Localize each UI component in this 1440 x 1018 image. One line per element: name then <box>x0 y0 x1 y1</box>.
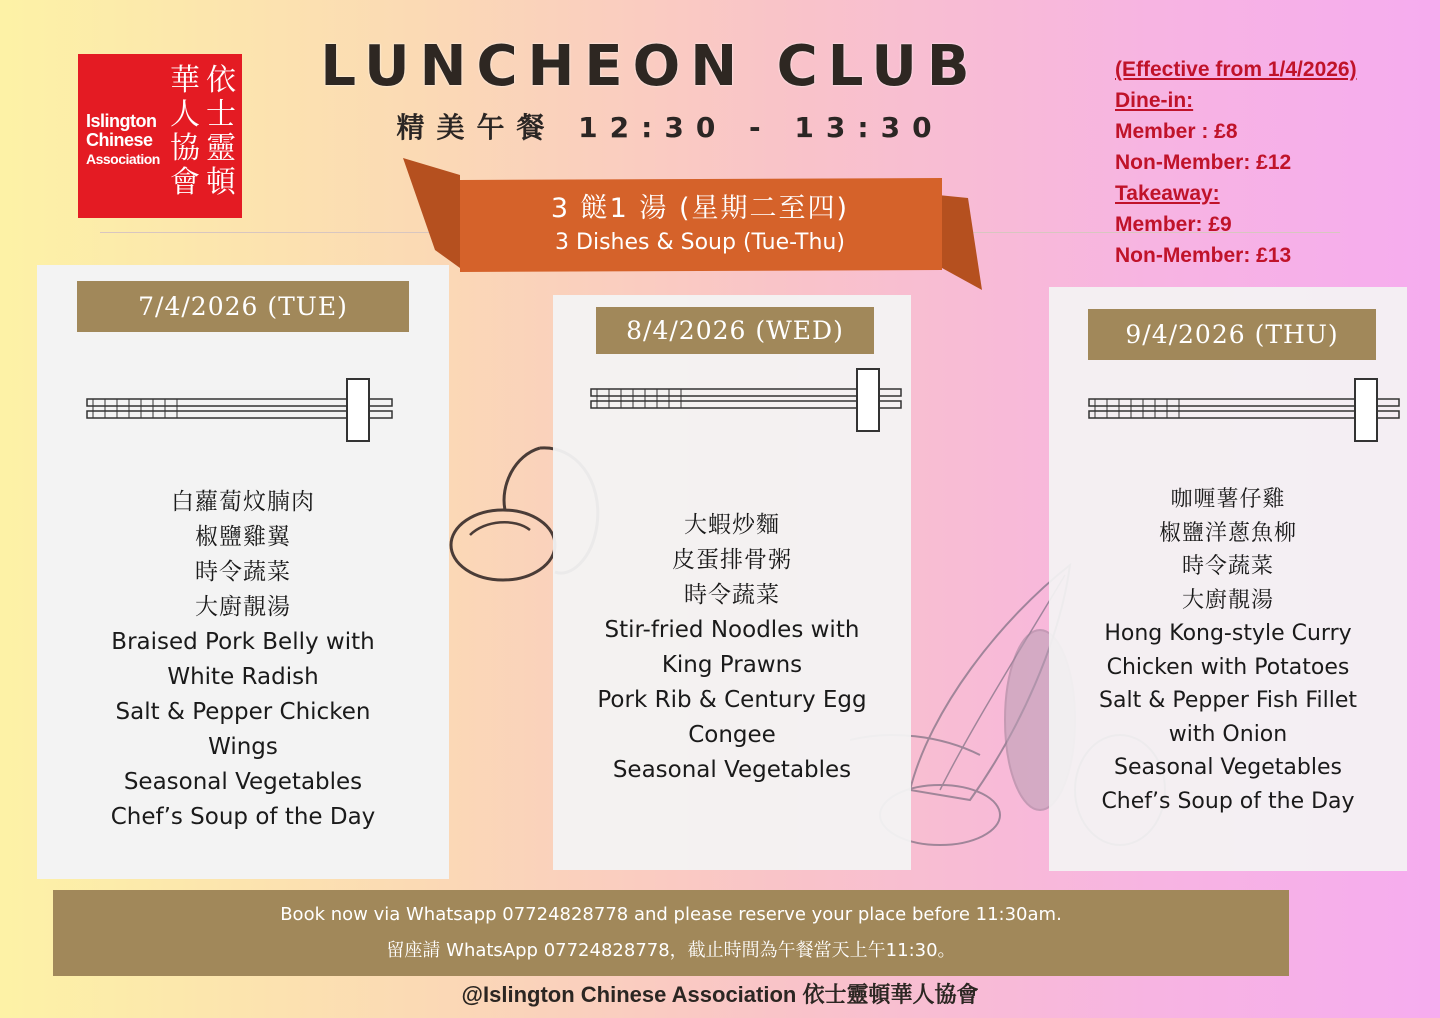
logo-zh-column: 華 人 協 會 <box>170 63 200 200</box>
menu-item-en: Seasonal Vegetables <box>123 769 363 795</box>
day-card-date: 8/4/2026 (WED) <box>596 307 874 354</box>
menu-list-wed <box>553 508 911 788</box>
menu-item-en: Chicken with Potatoes <box>1106 654 1350 680</box>
logo-chinese-text <box>168 64 238 200</box>
menu-item-en: King Prawns <box>661 652 803 678</box>
menu-item-en: Wings <box>208 734 278 760</box>
logo-zh-column: 依 士 靈 頓 <box>206 63 236 200</box>
social-handle: @Islington Chinese Association 依士靈頓華人協會 <box>461 982 979 1007</box>
menu-item-en: Stir-fried Noodles with <box>604 617 860 643</box>
chopsticks-icon <box>85 377 395 443</box>
logo-en-line: Islington <box>86 111 157 131</box>
pricing-block <box>1115 54 1357 271</box>
menu-item-zh: 大廚靚湯 <box>1181 587 1274 613</box>
menu-list-thu <box>1049 483 1407 818</box>
association-logo <box>78 54 242 218</box>
menu-item-en: Salt & Pepper Chicken <box>115 699 371 725</box>
dine-in-label: Dine-in: <box>1115 89 1194 112</box>
menu-item-zh: 椒鹽洋蔥魚柳 <box>1158 520 1297 546</box>
menu-item-en: Hong Kong-style Curry <box>1104 621 1352 646</box>
menu-item-en: Seasonal Vegetables <box>1114 755 1342 780</box>
menu-item-en: Braised Pork Belly with <box>111 629 375 655</box>
menu-item-zh: 大廚靚湯 <box>195 594 291 620</box>
ribbon-chinese: 3 餸1 湯 (星期二至四) <box>550 193 850 224</box>
menu-item-en: Seasonal Vegetables <box>612 757 852 783</box>
chopsticks-icon <box>1087 377 1402 443</box>
menu-item-zh: 時令蔬菜 <box>684 582 780 608</box>
logo-en-line: Association <box>86 151 160 167</box>
day-card-tue <box>37 265 449 879</box>
effective-date: (Effective from 1/4/2026) <box>1115 58 1357 81</box>
menu-item-en: Chef’s Soup of the Day <box>1101 788 1355 814</box>
booking-info-english: Book now via Whatsapp 07724828778 and please reserve your place before 11:30am. <box>280 904 1062 925</box>
dine-in-non-member-price: Non-Member: £12 <box>1115 151 1292 174</box>
takeaway-non-member-price: Non-Member: £13 <box>1115 244 1292 267</box>
menu-list-tue <box>37 485 449 835</box>
ribbon-english: 3 Dishes & Soup (Tue-Thu) <box>555 230 845 255</box>
takeaway-label: Takeaway: <box>1115 182 1220 205</box>
menu-item-zh: 椒鹽雞翼 <box>195 524 291 550</box>
logo-en-line: Chinese <box>86 130 153 150</box>
menu-item-en: with Onion <box>1168 721 1288 747</box>
logo-english-text <box>86 112 160 169</box>
menu-item-en: Congee <box>688 722 776 748</box>
menu-item-zh: 大蝦炒麵 <box>684 512 780 538</box>
lunch-time-subtitle: 精美午餐 12:30 - 13:30 <box>396 111 944 144</box>
booking-footer <box>53 890 1289 976</box>
menu-item-zh: 白蘿蔔炆腩肉 <box>171 489 315 515</box>
takeaway-member-price: Member: £9 <box>1115 213 1232 236</box>
day-card-thu <box>1049 287 1407 871</box>
ribbon-text <box>460 190 940 258</box>
menu-item-zh: 時令蔬菜 <box>195 559 291 585</box>
menu-item-zh: 咖喱薯仔雞 <box>1170 487 1286 512</box>
booking-info-chinese: 留座請 WhatsApp 07724828778，截止時間為午餐當天上午11:30。 <box>386 940 956 961</box>
day-card-date: 9/4/2026 (THU) <box>1088 309 1376 360</box>
menu-item-zh: 皮蛋排骨粥 <box>672 547 792 573</box>
menu-item-en: Chef’s Soup of the Day <box>110 804 376 830</box>
page-title: LUNCHEON CLUB <box>320 34 980 99</box>
menu-item-zh: 時令蔬菜 <box>1181 554 1274 579</box>
day-card-wed <box>553 295 911 870</box>
menu-item-en: Salt & Pepper Fish Fillet <box>1099 688 1357 713</box>
day-card-date: 7/4/2026 (TUE) <box>77 281 409 332</box>
menu-item-en: White Radish <box>167 664 319 690</box>
dine-in-member-price: Member : £8 <box>1115 120 1238 143</box>
chopsticks-icon <box>589 367 904 433</box>
menu-item-en: Pork Rib & Century Egg <box>597 687 867 713</box>
